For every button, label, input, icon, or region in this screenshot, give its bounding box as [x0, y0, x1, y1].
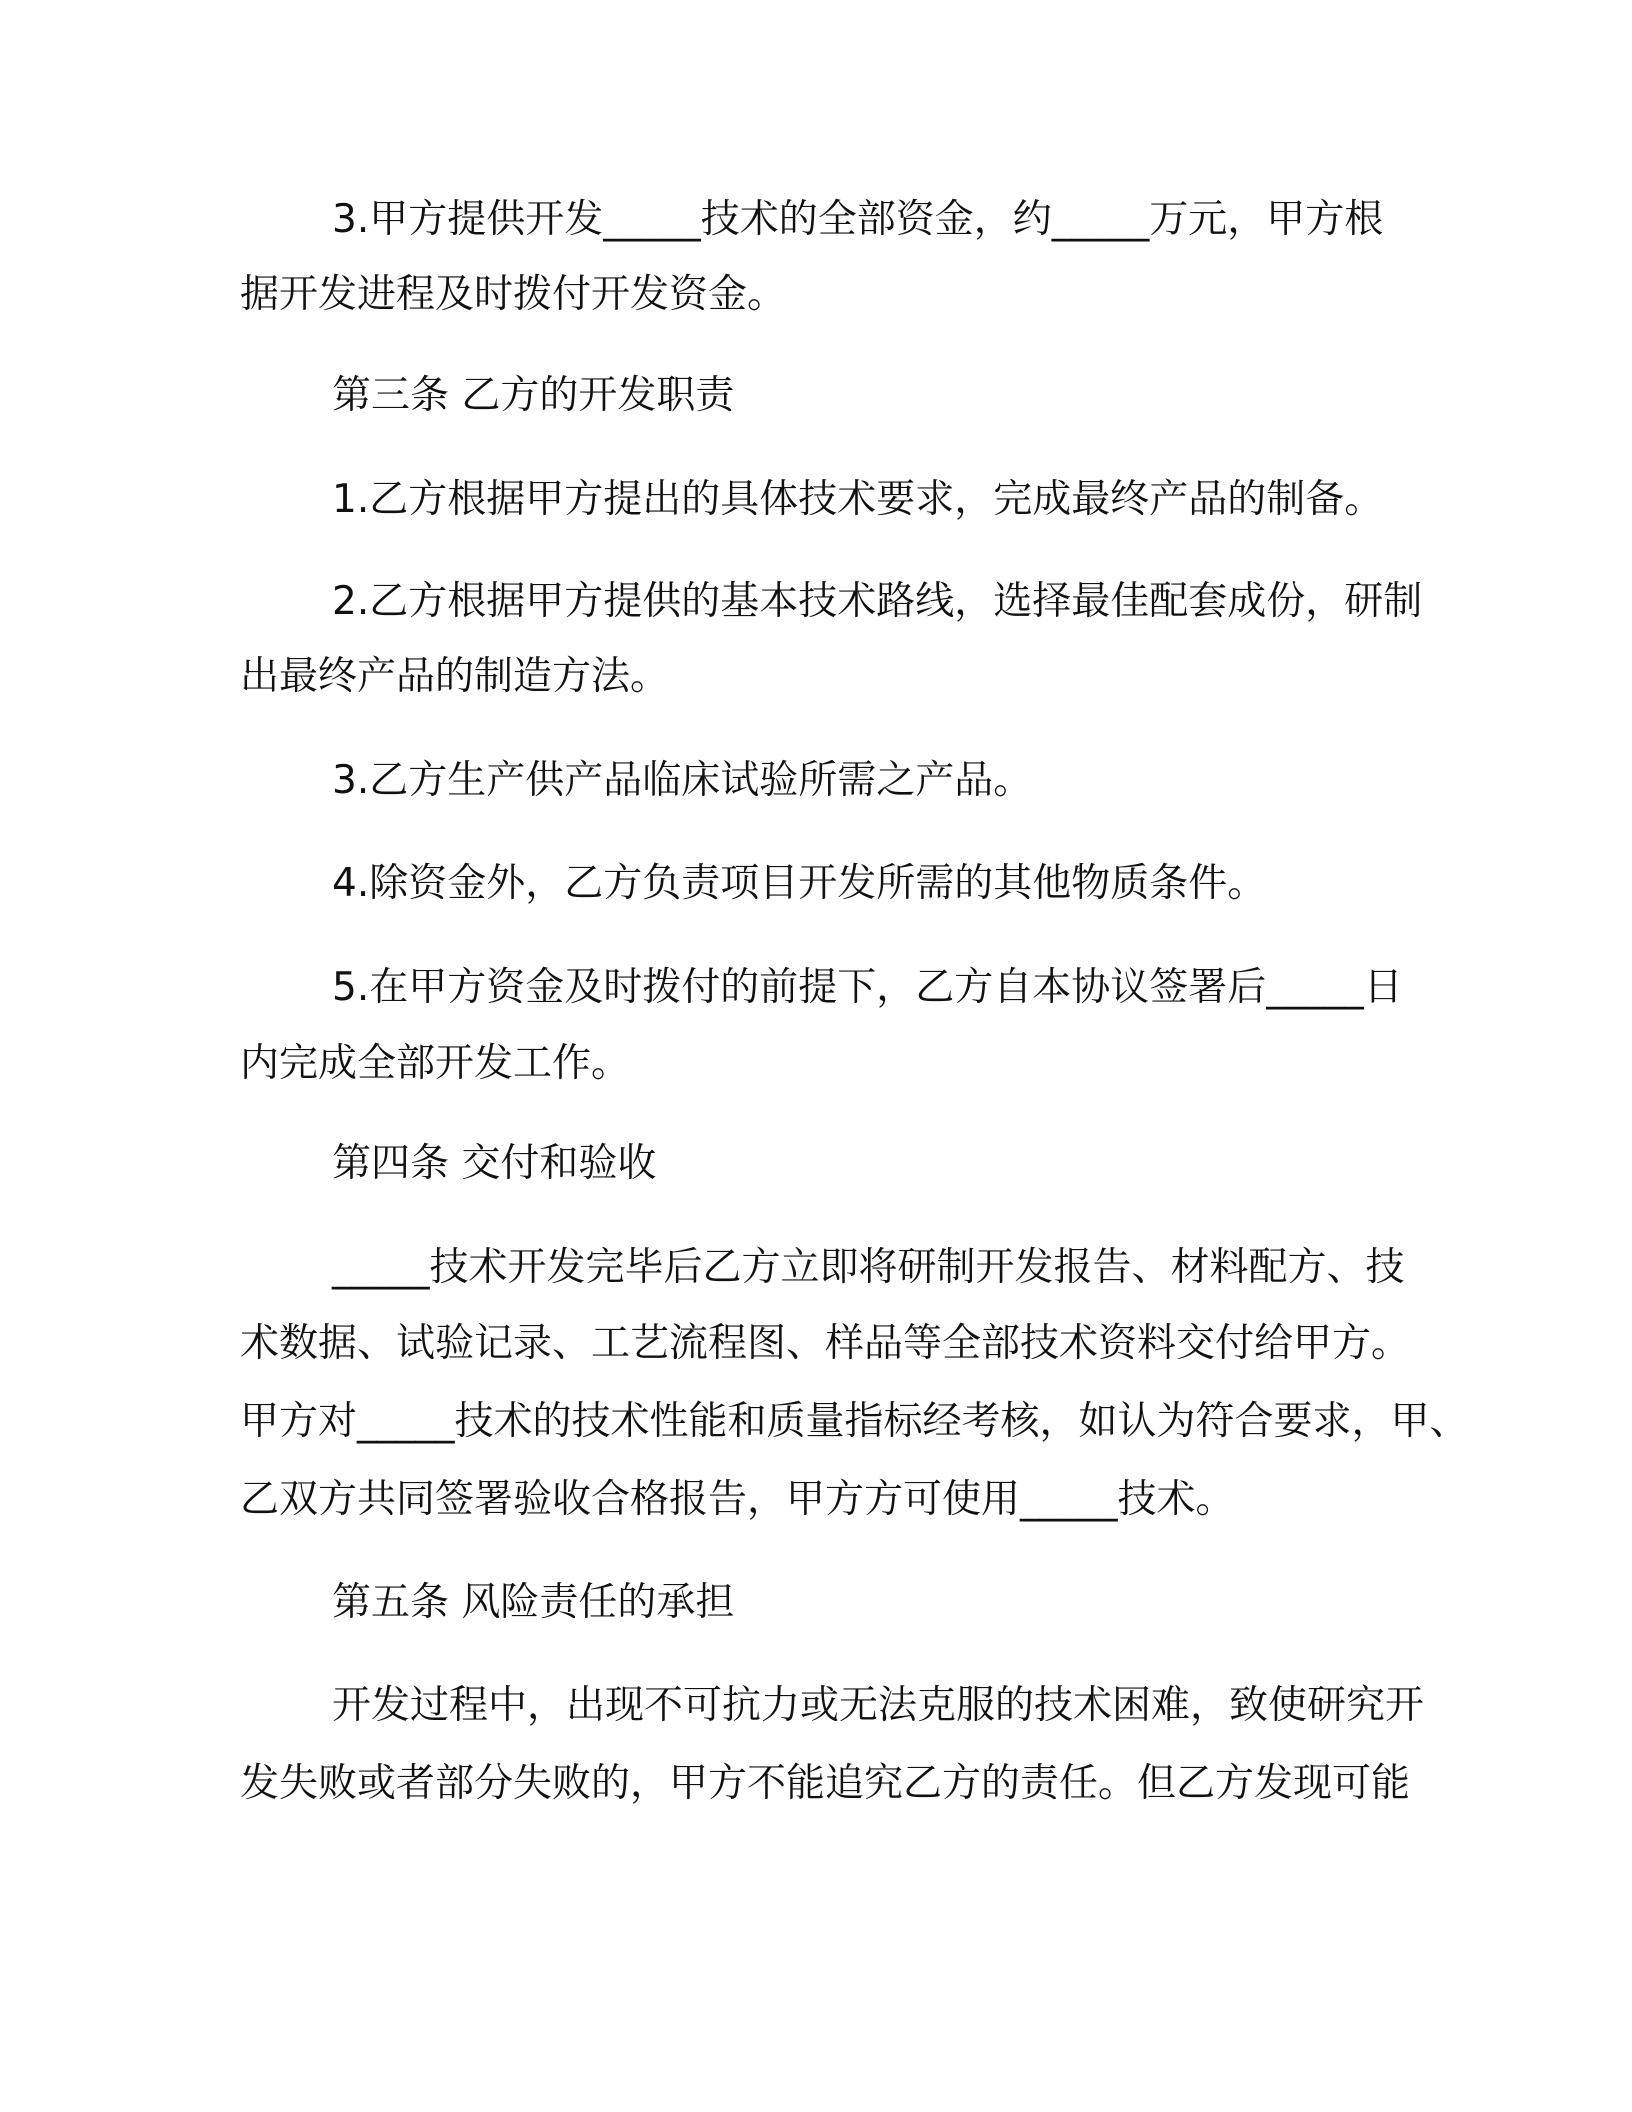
clause-4-para-line-3: 甲方对_____技术的技术性能和质量指标经考核，如认为符合要求，甲、 — [240, 1399, 1469, 1444]
clause-3-item-2-line-1: 2.乙方根据甲方提供的基本技术路线，选择最佳配套成份，研制 — [332, 579, 1423, 624]
clause-4-heading: 第四条 交付和验收 — [332, 1141, 657, 1186]
clause-3-item-1: 1.乙方根据甲方提出的具体技术要求，完成最终产品的制备。 — [332, 477, 1384, 522]
clause-5-para-line-1: 开发过程中，出现不可抗力或无法克服的技术困难，致使研究开 — [332, 1683, 1425, 1728]
clause-3-item-5-line-1: 5.在甲方资金及时拨付的前提下，乙方自本协议签署后_____日 — [332, 965, 1403, 1010]
clause-2-item-3-line-2: 据开发进程及时拨付开发资金。 — [240, 272, 787, 317]
clause-2-item-3-line-1: 3.甲方提供开发_____技术的全部资金，约_____万元，甲方根 — [332, 197, 1384, 242]
clause-4-para-line-1: _____技术开发完毕后乙方立即将研制开发报告、材料配方、技 — [332, 1245, 1405, 1290]
clause-3-item-3: 3.乙方生产供产品临床试验所需之产品。 — [332, 758, 1033, 803]
clause-5-para-line-2: 发失败或者部分失败的，甲方不能追究乙方的责任。但乙方发现可能 — [240, 1761, 1411, 1806]
clause-4-para-line-2: 术数据、试验记录、工艺流程图、样品等全部技术资料交付给甲方。 — [240, 1321, 1411, 1366]
clause-3-heading: 第三条 乙方的开发职责 — [332, 373, 735, 418]
clause-3-item-2-line-2: 出最终产品的制造方法。 — [240, 654, 670, 699]
clause-3-item-5-line-2: 内完成全部开发工作。 — [240, 1041, 631, 1086]
clause-5-heading: 第五条 风险责任的承担 — [332, 1580, 735, 1625]
clause-4-para-line-4: 乙双方共同签署验收合格报告，甲方方可使用_____技术。 — [240, 1477, 1235, 1522]
clause-3-item-4: 4.除资金外，乙方负责项目开发所需的其他物质条件。 — [332, 861, 1267, 906]
